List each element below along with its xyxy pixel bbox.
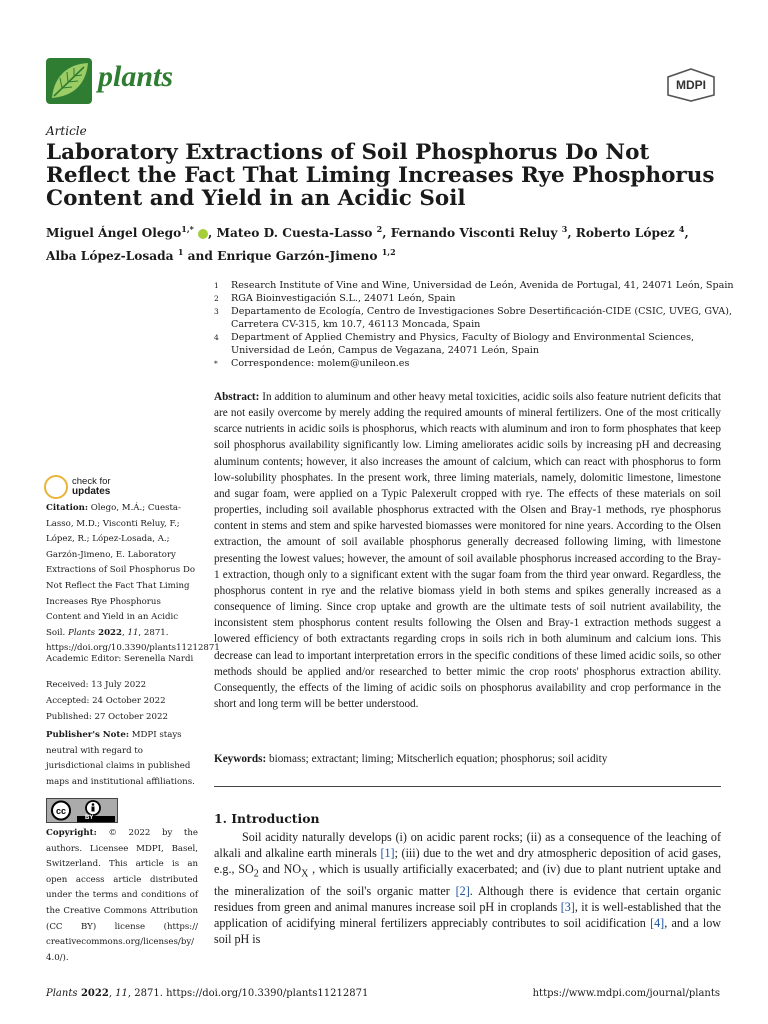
author-name: , Fernando Visconti Reluy bbox=[382, 226, 558, 241]
intro-paragraph bbox=[214, 829, 721, 947]
updates-line2: updates bbox=[72, 486, 111, 497]
academic-editor: Academic Editor: Serenella Nardi bbox=[46, 654, 194, 664]
abstract bbox=[214, 389, 721, 712]
affiliation-item bbox=[214, 279, 734, 292]
author-affiliation-marker: 1,2 bbox=[381, 247, 396, 258]
intro-text-run: , and a low soil pH is bbox=[214, 915, 721, 946]
affiliations bbox=[214, 279, 734, 370]
plants-leaf-logo-icon bbox=[46, 58, 92, 104]
subscript: X bbox=[301, 868, 309, 880]
published-date: Published: 27 October 2022 bbox=[46, 712, 168, 722]
intro-text-run: . Although there is evidence that certain organic residues from green and animal manures increase soil pH in croplands bbox=[214, 883, 721, 914]
section-divider bbox=[214, 786, 721, 787]
affiliation-item bbox=[214, 331, 734, 357]
subscript: 2 bbox=[253, 868, 259, 880]
accepted-date: Accepted: 24 October 2022 bbox=[46, 696, 166, 706]
affiliation-number: 4 bbox=[214, 333, 219, 342]
affiliation-text: Department of Applied Chemistry and Physics, Faculty of Biology and Environmental Sciences, Universidad de León, Campus de Vegazana, 24071 León, Spain bbox=[231, 332, 695, 356]
citation bbox=[46, 501, 220, 657]
affiliation-item bbox=[214, 305, 734, 331]
journal-name: plants bbox=[98, 60, 174, 93]
article-title: Laboratory Extractions of Soil Phosphorus Do Not Reflect the Fact That Liming Increases Rye Phosphorus Content and Yield in an Acidic Soil bbox=[46, 140, 715, 211]
affiliation-text: RGA Bioinvestigación S.L., 24071 León, Spain bbox=[231, 293, 456, 304]
author-affiliation-marker: 3 bbox=[561, 224, 568, 234]
citation-label: Citation: bbox=[46, 503, 89, 513]
affiliation-number: 1 bbox=[214, 281, 219, 290]
author-name: Alba López-Losada bbox=[46, 249, 174, 264]
keywords bbox=[214, 751, 721, 767]
received-date: Received: 13 July 2022 bbox=[46, 680, 147, 690]
intro-text-run: , which is usually artificially exacerbated; and (iv) due to plant nutrient uptake and the mineralization of the soil's organic matter bbox=[214, 862, 722, 898]
affiliation-text: Correspondence: molem@unileon.es bbox=[231, 358, 410, 369]
copyright bbox=[46, 826, 198, 966]
keywords-text: biomass; extractant; liming; Mitscherlich equation; phosphorus; soil acidity bbox=[266, 753, 608, 765]
intro-text-run: , it is well-established that the application of acidifying mineral fertilizers appreciably contributes to soil acidification bbox=[214, 899, 721, 930]
affiliation-number: 2 bbox=[214, 294, 219, 303]
author-name: Miguel Ángel Olego bbox=[46, 226, 182, 241]
author-affiliation-marker: 2 bbox=[376, 224, 383, 234]
footer-citation bbox=[46, 988, 368, 999]
copyright-label: Copyright: bbox=[46, 828, 97, 838]
affiliation-number: 3 bbox=[214, 307, 219, 316]
updates-line1: check for bbox=[72, 476, 111, 487]
author-affiliation-marker: 4 bbox=[678, 224, 685, 234]
article-dates bbox=[46, 677, 168, 725]
abstract-label: Abstract: bbox=[214, 391, 260, 403]
author-name: , Roberto López bbox=[567, 226, 675, 241]
abstract-text: In addition to aluminum and other heavy metal toxicities, acidic soils also feature nutrient deficits that are not easily overcome by merely adding the required amounts of mineral fertilizers. One of the most critically scarce nutrients in acidic soils is phosphorus, which reacts with aluminum and iron to form phosphates that keep soil phosphorus availability significantly low. Liming ameliorates acidic soils by increasing pH and decreasing aluminum contents; however, it also increases the amount of calcium, which can react with phosphorus to form low-solubility phosphates. In the present work, three liming materials, namely, dolomitic limestone, limestone and sugar foam, were applied on a Typic Palexerult cropped with rye. The effects of these materials on soil properties, including soil available phosphorus extracted with the Olsen and Bray-1 methods, rye phosphorus content in stems and stem and spike harvested biomasses were monitored for nine years. According to the Olsen extraction, the amount of soil available phosphorus generally decreased following liming, with limestone presenting the lowest values; however, the amount of soil available phosphorus increased according to the Bray-1 extraction, though only to a significant extent with the sugar foam from the third year onward. Regardless, the phosphorus content in rye and the relative biomass yield in both stems and spikes generally increased as a consequence of liming. Since crop uptake and growth are the ultimate tests of soil nutrient availability, the inconsistent stem phosphorus content results following the Olsen and Bray-1 extraction methods suggest a lowered efficiency of both extractants regarding crops in soils rich in both aluminum and calcium ions. This decrease can lead to important interpretation errors in the specific conditions of these limed acidic soils, so other methods should be applied and/or researched to better mimic the crop roots' phosphorus extraction ability. Consequently, the effects of the liming of acidic soils on phosphorus availability and crop performance in the short and long term will be better understood. bbox=[214, 391, 721, 710]
author-list bbox=[46, 220, 736, 266]
check-updates-icon bbox=[44, 475, 68, 499]
author-name: , Mateo D. Cuesta-Lasso bbox=[208, 226, 373, 241]
copyright-text: © 2022 by the authors. Licensee MDPI, Basel, Switzerland. This article is an open access article distributed under the terms and conditions of the Creative Commons Attribution (CC BY) license (https:// creativecommons.org/licenses/by/ 4.0/). bbox=[46, 828, 198, 963]
pubnote-label: Publisher's Note: bbox=[46, 730, 129, 740]
mdpi-logo-text: MDPI bbox=[676, 78, 706, 92]
reference-link[interactable]: [3] bbox=[560, 899, 575, 914]
affiliation-item bbox=[214, 357, 734, 370]
citation-journal: Plants bbox=[68, 627, 96, 638]
svg-text:cc: cc bbox=[55, 806, 67, 816]
intro-text-run: ; (iii) due to the wet and dry atmospheric deposition of acid gases, e.g., SO bbox=[214, 846, 721, 877]
publisher-note bbox=[46, 728, 198, 790]
cc-by-license-badge[interactable] bbox=[46, 798, 118, 823]
affiliation-text: Departamento de Ecología, Centro de Investigaciones Sobre Desertificación-CIDE (CSIC, UVEG, GVA), Carretera CV-315, km 10.7, 46113 Moncada, Spain bbox=[231, 306, 733, 330]
mdpi-logo bbox=[664, 68, 718, 102]
intro-text-run: and NO bbox=[258, 862, 302, 877]
author-affiliation-marker: 1 bbox=[177, 247, 184, 258]
citation-text: Olego, M.Á.; Cuesta-Lasso, M.D.; Visconti Reluy, F.; López, R.; López-Losada, A.; Garzón-Jimeno, E. Laboratory Extractions of Soil Phosphorus Do Not Reflect the Fact That Liming Increases Rye Phosphorus Content and Yield in an Acidic Soil. bbox=[46, 503, 196, 638]
author-name: and Enrique Garzón-Jimeno bbox=[183, 249, 378, 264]
creative-commons-icon bbox=[47, 799, 117, 822]
article-type: Article bbox=[46, 124, 87, 138]
affiliation-number: * bbox=[214, 359, 218, 368]
reference-link[interactable]: [1] bbox=[380, 846, 395, 861]
footer-journal-url[interactable]: https://www.mdpi.com/journal/plants bbox=[532, 988, 720, 999]
orcid-icon[interactable] bbox=[198, 229, 208, 239]
footer-year: 2022 bbox=[77, 988, 109, 999]
footer-doi[interactable]: , 2871. https://doi.org/10.3390/plants11212871 bbox=[127, 988, 369, 999]
check-for-updates-badge[interactable] bbox=[44, 475, 164, 499]
affiliation-text: Research Institute of Vine and Wine, Universidad de León, Avenida de Portugal, 41, 24071 León, Spain bbox=[231, 280, 734, 291]
intro-text-run: Soil acidity naturally develops (i) on acidic parent rocks; (ii) as a consequence of the leaching of alkali and alkaline earth minerals bbox=[214, 830, 721, 861]
footer-journal: Plants bbox=[46, 988, 78, 999]
citation-volume: , 11 bbox=[122, 627, 139, 638]
cc-by-label: BY bbox=[85, 815, 94, 821]
author-separator: , bbox=[684, 226, 689, 241]
affiliation-item bbox=[214, 292, 734, 305]
footer-volume: , 11 bbox=[108, 988, 128, 999]
reference-link[interactable]: [4] bbox=[650, 915, 665, 930]
section-heading: 1. Introduction bbox=[214, 811, 320, 826]
citation-year: 2022 bbox=[95, 627, 123, 638]
pubnote-text: MDPI stays neutral with regard to jurisdictional claims in published maps and institutional affiliations. bbox=[46, 730, 195, 787]
reference-link[interactable]: [2] bbox=[455, 883, 470, 898]
keywords-label: Keywords: bbox=[214, 753, 267, 765]
citation-doi[interactable]: , 2871. https://doi.org/10.3390/plants11212871 bbox=[46, 627, 220, 654]
author-affiliation-marker: 1,* bbox=[181, 224, 194, 234]
